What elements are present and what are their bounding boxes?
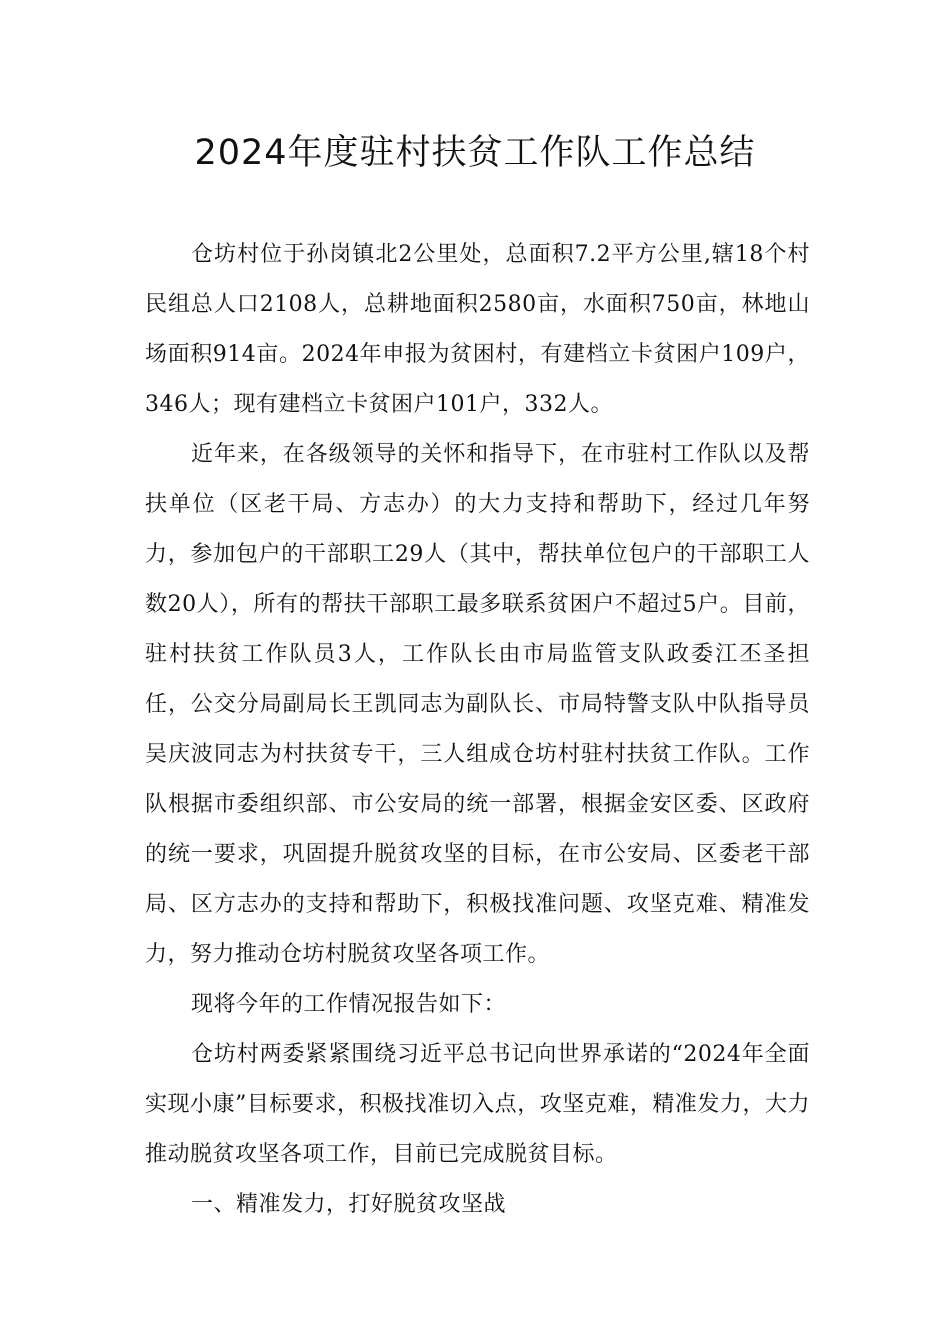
section-heading: 一、精准发力，打好脱贫攻坚战 bbox=[191, 1192, 507, 1217]
paragraph-report-intro: 现将今年的工作情况报告如下： bbox=[191, 992, 507, 1017]
paragraph-goal: 仓坊村两委紧紧围绕习近平总书记向世界承诺的“2024年全面实现小康”目标要求，积极找准切入点，攻坚克难，精准发力，大力推动脱贫攻坚各项工作，目前已完成脱贫目标。 bbox=[145, 1042, 810, 1167]
paragraph-village-overview: 仓坊村位于孙岗镇北2公里处，总面积7.2平方公里,辖18个村民组总人口2108人，总耕地面积2580亩，水面积750亩，林地山场面积914亩。2024年申报为贫困村，有建档立卡贫困户109户，346人；现有建档立卡贫困户101户，332人。 bbox=[145, 242, 810, 417]
document-title: 2024年度驻村扶贫工作队工作总结 bbox=[194, 133, 756, 173]
document-body bbox=[145, 230, 810, 1230]
paragraph-work-team: 近年来，在各级领导的关怀和指导下，在市驻村工作队以及帮扶单位（区老干局、方志办）的大力支持和帮助下，经过几年努力，参加包户的干部职工29人（其中，帮扶单位包户的干部职工人数20人），所有的帮扶干部职工最多联系贫困户不超过5户。目前，驻村扶贫工作队员3人，工作队长由市局监管支队政委江丕圣担任，公交分局副局长王凯同志为副队长、市局特警支队中队指导员吴庆波同志为村扶贫专干，三人组成仓坊村驻村扶贫工作队。工作队根据市委组织部、市公安局的统一部署，根据金安区委、区政府的统一要求，巩固提升脱贫攻坚的目标，在市公安局、区委老干部局、区方志办的支持和帮助下，积极找准问题、攻坚克难、精准发力，努力推动仓坊村脱贫攻坚各项工作。 bbox=[145, 442, 810, 967]
